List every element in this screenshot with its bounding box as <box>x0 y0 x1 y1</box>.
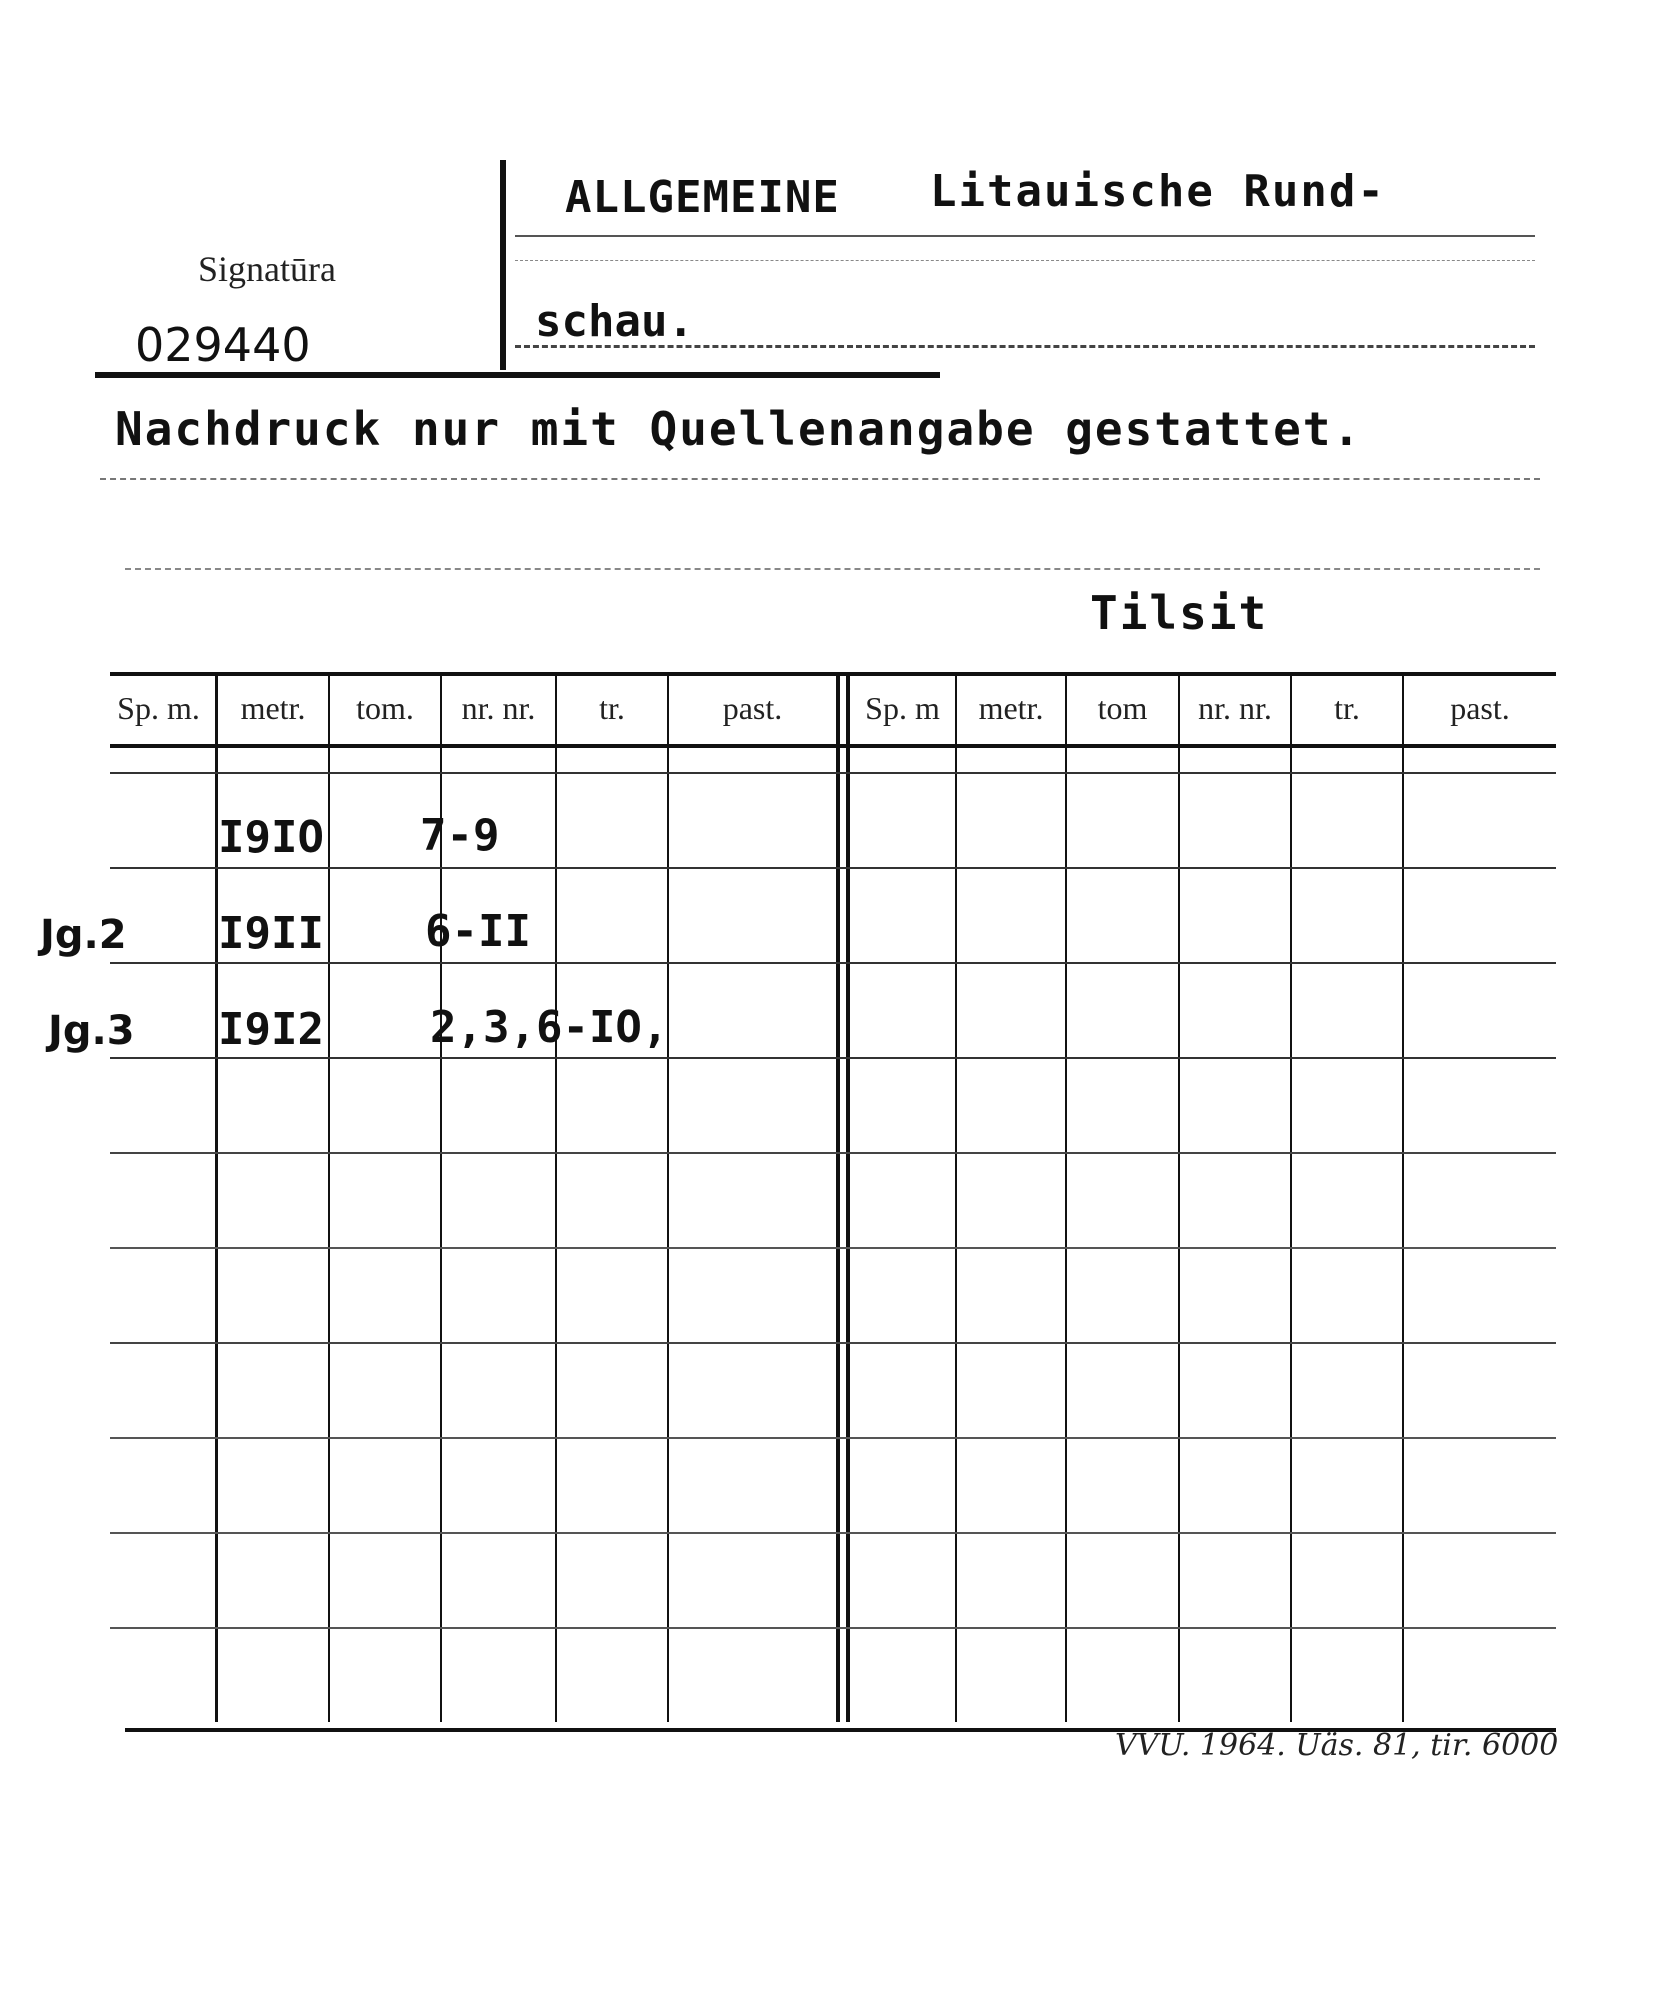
row2-sp: Jg.2 <box>40 912 127 958</box>
middle-double-line <box>846 672 850 1722</box>
title-line2: schau. <box>535 296 694 347</box>
row-line <box>110 1057 1556 1059</box>
header-nrnr-left: nr. nr. <box>461 689 536 726</box>
row1-metr: I9IO <box>218 812 324 863</box>
col-line <box>1290 672 1292 1722</box>
row-line <box>110 1342 1556 1344</box>
middle-double-line <box>836 672 840 1722</box>
header-tom-left: tom. <box>356 689 414 726</box>
reprint-note: Nachdruck nur mit Quellenangabe gestattet. <box>115 402 1363 456</box>
row-line <box>110 962 1556 964</box>
header-metr-left: metr. <box>240 689 306 726</box>
blank-rule <box>125 568 1540 570</box>
col-line <box>328 672 330 1722</box>
title-rule-1b <box>515 260 1535 261</box>
col-line <box>555 672 557 1722</box>
row-line <box>110 1627 1556 1629</box>
header-sp-m-right: Sp. m <box>865 689 940 726</box>
table-header-rule <box>110 744 1556 748</box>
title-line1-part2: Litauische Rund- <box>930 166 1386 217</box>
signatura-label: Signatūra <box>198 249 336 289</box>
place-name: Tilsit <box>1090 586 1269 640</box>
row-line <box>110 1152 1556 1154</box>
header-nrnr-right: nr. nr. <box>1198 689 1272 726</box>
header-past-right: past. <box>1450 689 1510 726</box>
note-rule <box>100 478 1540 480</box>
header-past-left: past. <box>722 689 783 726</box>
col-line <box>667 672 669 1722</box>
row3-sp: Jg.3 <box>48 1008 135 1054</box>
row1-nr: 7-9 <box>420 810 500 861</box>
row-line <box>110 1532 1556 1534</box>
col-line <box>1065 672 1067 1722</box>
header-sp-m-left: Sp. m. <box>117 689 200 726</box>
header-metr-right: metr. <box>978 689 1044 726</box>
header-tom-right: tom <box>1097 689 1148 726</box>
header-tr-left: tr. <box>599 689 625 726</box>
title-rule-1 <box>515 235 1535 237</box>
printer-mark: VVU. 1964. Uäs. 81, tir. 6000 <box>1115 1728 1559 1763</box>
title-line1-part1: ALLGEMEINE <box>565 172 840 223</box>
signatura-divider <box>500 160 506 370</box>
row3-nr: 2,3,6-IO, <box>430 1002 669 1053</box>
row2-nr: 6-II <box>425 906 531 957</box>
row-line <box>110 867 1556 869</box>
col-line <box>1178 672 1180 1722</box>
title-rule-2 <box>515 345 1535 348</box>
row2-metr: I9II <box>218 908 324 959</box>
holdings-table <box>40 672 1556 1732</box>
col-line <box>955 672 957 1722</box>
signatura-number: 029440 <box>135 318 311 372</box>
row-line <box>110 772 1556 774</box>
col-line <box>1402 672 1404 1722</box>
row-line <box>110 1247 1556 1249</box>
row3-metr: I9I2 <box>218 1004 324 1055</box>
header-rule <box>95 372 940 378</box>
row-line <box>110 1437 1556 1439</box>
header-tr-right: tr. <box>1334 689 1360 726</box>
